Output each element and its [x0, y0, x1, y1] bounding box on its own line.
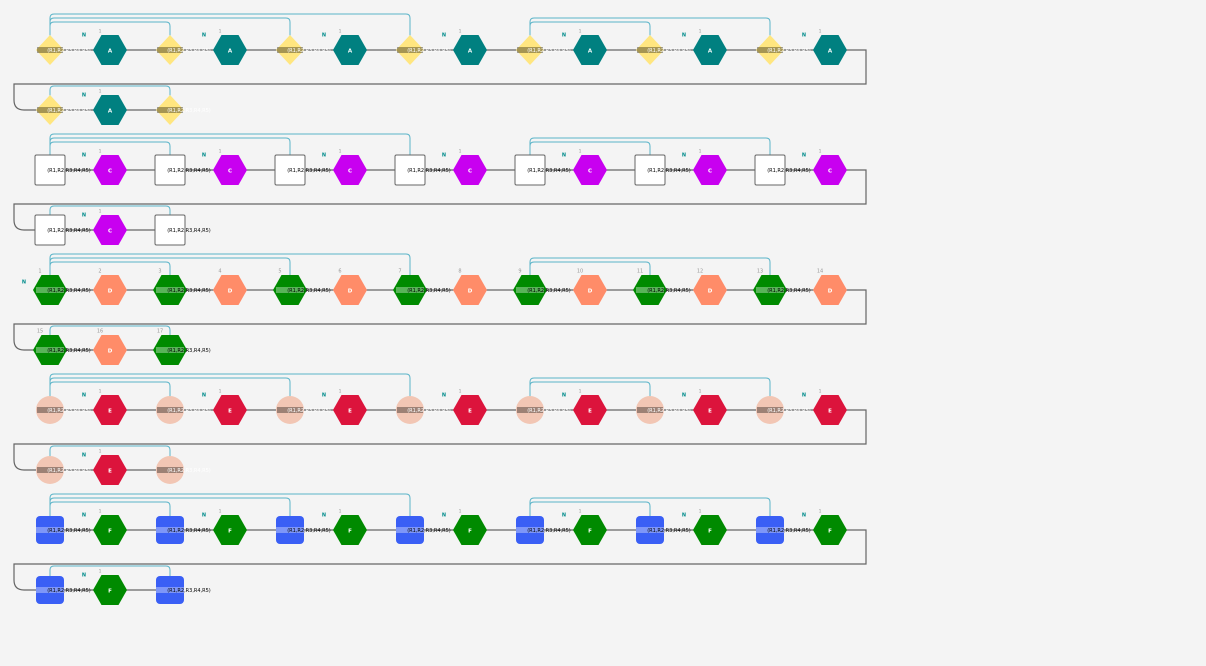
n-terminus-label: N [441, 512, 447, 519]
monomer-letter: F [588, 528, 592, 535]
position-index: 1 [458, 389, 462, 395]
sequence-row-c [14, 134, 866, 245]
linker-label: (R1,R2,R3,R4,R5) [527, 288, 571, 294]
monomer-letter: E [588, 408, 592, 415]
n-terminus-label: N [81, 212, 87, 219]
linker-label: (R1,R2,R3,R4,R5) [287, 408, 331, 414]
position-index: 1 [98, 449, 102, 455]
n-terminus-label: N [681, 32, 687, 39]
n-terminus-label: N [441, 32, 447, 39]
linker-label: (R1,R2,R3,R4,R5) [647, 288, 691, 294]
n-terminus-label: N [81, 392, 87, 399]
linker-label: (R1,R2,R3,R4,R5) [167, 228, 211, 234]
linker-label: (R1,R2,R3,R4,R5) [767, 168, 811, 174]
linker-label: (R1,R2,R3,R4,R5) [287, 168, 331, 174]
monomer-letter: D [827, 288, 833, 295]
linker-label: (R1,R2,R3,R4,R5) [167, 468, 211, 474]
position-index: 1 [98, 509, 102, 515]
n-terminus-label: N [561, 32, 567, 39]
n-terminus-label: N [201, 152, 207, 159]
monomer-letter: D [107, 288, 113, 295]
position-index: 1 [578, 509, 582, 515]
linker-label: (R1,R2,R3,R4,R5) [767, 528, 811, 534]
position-index: 1 [98, 149, 102, 155]
linker-label: (R1,R2,R3,R4,R5) [167, 48, 211, 54]
residue-number: 11 [636, 268, 644, 275]
n-terminus-label: N [561, 512, 567, 519]
residue-number: 13 [756, 268, 764, 275]
sequence-row-d [14, 254, 866, 365]
monomer-letter: A [227, 48, 233, 55]
n-terminus-label: N [321, 152, 327, 159]
position-index: 1 [818, 389, 822, 395]
monomer-letter: F [348, 528, 352, 535]
monomer-letter: F [108, 588, 112, 595]
position-index: 1 [698, 509, 702, 515]
position-index: 1 [458, 29, 462, 35]
linker-label: (R1,R2,R3,R4,R5) [47, 468, 91, 474]
monomer-letter: E [108, 408, 112, 415]
n-terminus-label: N [681, 512, 687, 519]
linker-label: (R1,R2,R3,R4,R5) [407, 288, 451, 294]
residue-number: 9 [518, 268, 522, 275]
position-index: 1 [578, 29, 582, 35]
backbone-line [14, 50, 866, 110]
n-terminus-label: N [441, 152, 447, 159]
position-index: 1 [338, 509, 342, 515]
residue-number: 3 [158, 268, 162, 275]
monomer-letter: E [108, 468, 112, 475]
n-terminus-label: N [201, 512, 207, 519]
monomer-letter: C [107, 168, 113, 175]
position-index: 1 [98, 29, 102, 35]
monomer-letter: D [227, 288, 233, 295]
residue-number: 15 [36, 328, 44, 335]
position-index: 1 [698, 29, 702, 35]
monomer-letter: C [467, 168, 473, 175]
position-index: 1 [818, 509, 822, 515]
monomer-letter: A [587, 48, 593, 55]
position-index: 1 [698, 389, 702, 395]
monomer-letter: E [828, 408, 832, 415]
residue-number: 7 [398, 268, 402, 275]
linker-label: (R1,R2,R3,R4,R5) [407, 168, 451, 174]
position-index: 1 [578, 389, 582, 395]
linker-label: (R1,R2,R3,R4,R5) [47, 528, 91, 534]
residue-number: 2 [98, 268, 102, 275]
linker-label: (R1,R2,R3,R4,R5) [167, 168, 211, 174]
linker-label: (R1,R2,R3,R4,R5) [47, 168, 91, 174]
monomer-letter: A [707, 48, 713, 55]
linker-label: (R1,R2,R3,R4,R5) [527, 528, 571, 534]
residue-number: 4 [218, 268, 222, 275]
position-index: 1 [458, 509, 462, 515]
monomer-letter: D [707, 288, 713, 295]
position-index: 1 [818, 149, 822, 155]
linker-label: (R1,R2,R3,R4,R5) [167, 408, 211, 414]
position-index: 1 [338, 149, 342, 155]
monomer-letter: A [467, 48, 473, 55]
linker-label: (R1,R2,R3,R4,R5) [287, 288, 331, 294]
monomer-letter: C [347, 168, 353, 175]
linker-label: (R1,R2,R3,R4,R5) [407, 408, 451, 414]
monomer-letter: A [827, 48, 833, 55]
linker-label: (R1,R2,R3,R4,R5) [647, 528, 691, 534]
n-terminus-label: N [801, 32, 807, 39]
n-terminus-label: N [801, 512, 807, 519]
position-index: 1 [578, 149, 582, 155]
linker-label: (R1,R2,R3,R4,R5) [767, 48, 811, 54]
n-terminus-label: N [81, 92, 87, 99]
position-index: 1 [98, 569, 102, 575]
linker-label: (R1,R2,R3,R4,R5) [47, 588, 91, 594]
monomer-letter: F [468, 528, 472, 535]
residue-number: 10 [576, 268, 584, 275]
monomer-letter: A [107, 48, 113, 55]
n-terminus-label: N [81, 572, 87, 579]
position-index: 1 [698, 149, 702, 155]
n-terminus-label: N [201, 392, 207, 399]
monomer-letter: F [828, 528, 832, 535]
n-terminus-label: N [681, 392, 687, 399]
linker-label: (R1,R2,R3,R4,R5) [527, 168, 571, 174]
n-terminus-label: N [561, 392, 567, 399]
linker-label: (R1,R2,R3,R4,R5) [287, 48, 331, 54]
monomer-letter: F [108, 528, 112, 535]
monomer-letter: D [347, 288, 353, 295]
position-index: 1 [98, 209, 102, 215]
residue-number: 8 [458, 268, 462, 275]
linker-label: (R1,R2,R3,R4,R5) [167, 528, 211, 534]
linker-label: (R1,R2,R3,R4,R5) [287, 528, 331, 534]
position-index: 1 [818, 29, 822, 35]
monomer-letter: A [107, 108, 113, 115]
monomer-letter: E [228, 408, 232, 415]
n-terminus-label: N [81, 512, 87, 519]
residue-number: 17 [156, 328, 164, 335]
position-index: 1 [458, 149, 462, 155]
position-index: 1 [218, 149, 222, 155]
position-index: 1 [338, 389, 342, 395]
linker-label: (R1,R2,R3,R4,R5) [407, 48, 451, 54]
linker-label: (R1,R2,R3,R4,R5) [47, 408, 91, 414]
linker-label: (R1,R2,R3,R4,R5) [47, 228, 91, 234]
position-index: 1 [98, 389, 102, 395]
monomer-letter: C [707, 168, 713, 175]
monomer-letter: A [347, 48, 353, 55]
residue-number: 1 [38, 268, 42, 275]
backbone-line [14, 170, 866, 230]
sequence-row-e [14, 374, 866, 485]
monomer-letter: D [467, 288, 473, 295]
n-terminus-label: N [681, 152, 687, 159]
linker-label: (R1,R2,R3,R4,R5) [167, 588, 211, 594]
linker-label: (R1,R2,R3,R4,R5) [167, 288, 211, 294]
n-terminus-label: N [81, 452, 87, 459]
linker-label: (R1,R2,R3,R4,R5) [647, 48, 691, 54]
linker-label: (R1,R2,R3,R4,R5) [47, 108, 91, 114]
residue-number: 14 [816, 268, 824, 275]
monomer-letter: F [228, 528, 232, 535]
backbone-line [14, 290, 866, 350]
monomer-letter: E [708, 408, 712, 415]
linker-label: (R1,R2,R3,R4,R5) [167, 108, 211, 114]
linker-label: (R1,R2,R3,R4,R5) [647, 408, 691, 414]
monomer-letter: F [708, 528, 712, 535]
residue-number: 5 [278, 268, 282, 275]
linker-label: (R1,R2,R3,R4,R5) [527, 48, 571, 54]
monomer-letter: C [107, 228, 113, 235]
backbone-line [14, 410, 866, 470]
n-terminus-label: N [561, 152, 567, 159]
monomer-letter: C [227, 168, 233, 175]
linker-label: (R1,R2,R3,R4,R5) [167, 348, 211, 354]
linker-label: (R1,R2,R3,R4,R5) [407, 528, 451, 534]
linker-label: (R1,R2,R3,R4,R5) [527, 408, 571, 414]
linker-label: (R1,R2,R3,R4,R5) [47, 48, 91, 54]
n-terminus-label: N [201, 32, 207, 39]
position-index: 1 [218, 509, 222, 515]
n-terminus-label: N [801, 152, 807, 159]
monomer-letter: E [348, 408, 352, 415]
linker-label: (R1,R2,R3,R4,R5) [47, 348, 91, 354]
position-index: 1 [98, 89, 102, 95]
position-index: 1 [218, 29, 222, 35]
backbone-line [14, 530, 866, 590]
monomer-letter: D [587, 288, 593, 295]
n-terminus-label: N [81, 32, 87, 39]
n-terminus-label: N [321, 32, 327, 39]
monomer-letter: C [827, 168, 833, 175]
sequence-row-f [14, 494, 866, 605]
residue-number: 6 [338, 268, 342, 275]
linker-label: (R1,R2,R3,R4,R5) [647, 168, 691, 174]
linker-label: (R1,R2,R3,R4,R5) [767, 288, 811, 294]
residue-number: 12 [696, 268, 704, 275]
sequence-row-a [14, 14, 866, 125]
n-terminus-label: N [321, 392, 327, 399]
monomer-letter: E [468, 408, 472, 415]
linker-label: (R1,R2,R3,R4,R5) [47, 288, 91, 294]
linker-label: (R1,R2,R3,R4,R5) [767, 408, 811, 414]
n-terminus-label: N [21, 279, 27, 286]
monomer-letter: C [587, 168, 593, 175]
n-terminus-label: N [801, 392, 807, 399]
position-index: 1 [218, 389, 222, 395]
n-terminus-label: N [441, 392, 447, 399]
monomer-letter: D [107, 348, 113, 355]
position-index: 1 [338, 29, 342, 35]
residue-number: 16 [96, 328, 104, 335]
n-terminus-label: N [321, 512, 327, 519]
n-terminus-label: N [81, 152, 87, 159]
